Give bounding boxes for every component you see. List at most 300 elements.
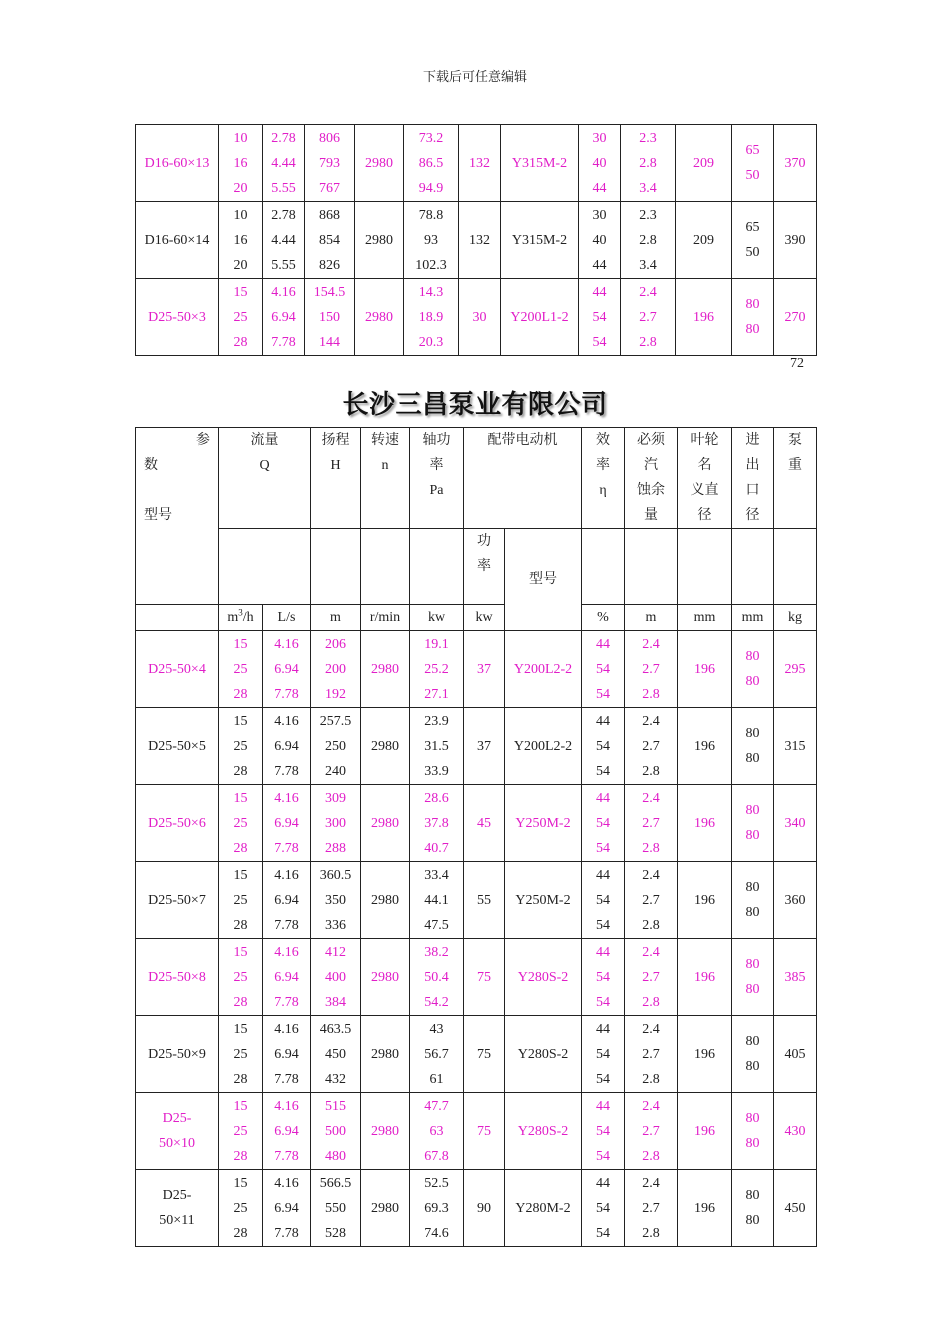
head-cell-value: 793 xyxy=(319,155,340,171)
shaft-power-subheader-spacer xyxy=(410,529,464,605)
shaft-power-cell-value: 74.6 xyxy=(424,1225,449,1241)
head-cell-value: 515 xyxy=(325,1098,346,1114)
shaft-power-cell xyxy=(410,1016,464,1093)
npsh-cell-value: 2.7 xyxy=(642,1046,660,1062)
npsh-cell xyxy=(625,785,678,862)
head-cell-value: 288 xyxy=(325,840,346,856)
npsh-label-3: 蚀余 xyxy=(637,483,665,498)
npsh-cell-value: 2.3 xyxy=(639,207,657,223)
flow-ls-cell-value: 7.78 xyxy=(274,994,299,1010)
npsh-cell xyxy=(625,1093,678,1170)
efficiency-cell-value: 54 xyxy=(596,661,610,677)
efficiency-cell xyxy=(579,279,621,356)
flow-m3h-cell-value: 25 xyxy=(233,738,248,754)
flow-m3h-cell-value: 15 xyxy=(233,713,248,729)
head-cell xyxy=(311,939,361,1016)
flow-m3h-cell xyxy=(219,862,263,939)
head-cell-value: 826 xyxy=(319,257,340,273)
speed-cell: 2980 xyxy=(361,708,410,785)
shaft-power-cell-value: 27.1 xyxy=(424,686,449,702)
head-cell xyxy=(305,202,355,279)
unit-motor-power: kw xyxy=(464,605,505,631)
efficiency-cell-value: 44 xyxy=(596,1021,610,1037)
motor-power-cell: 37 xyxy=(464,631,505,708)
impeller-header xyxy=(678,428,732,529)
efficiency-cell-value: 54 xyxy=(596,917,610,933)
flow-ls-cell-value: 4.16 xyxy=(274,944,299,960)
weight-cell: 360 xyxy=(774,862,817,939)
flow-m3h-cell-value: 28 xyxy=(233,1225,248,1241)
npsh-cell-value: 2.7 xyxy=(642,738,660,754)
weight-label-2: 重 xyxy=(788,458,802,473)
table-row xyxy=(136,785,817,862)
motor-power-cell: 90 xyxy=(464,1170,505,1247)
flow-ls-cell-value: 4.16 xyxy=(274,1098,299,1114)
model-cell-value: D25- xyxy=(162,1111,192,1126)
npsh-cell-value: 2.8 xyxy=(642,840,660,856)
motor-model-cell: Y250M-2 xyxy=(505,785,582,862)
efficiency-cell-value: 44 xyxy=(596,636,610,652)
diameter-cell-value: 80 xyxy=(745,803,760,818)
flow-ls-cell-value: 7.78 xyxy=(274,840,299,856)
flow-m3h-cell-value: 28 xyxy=(233,334,248,350)
efficiency-cell-value: 54 xyxy=(596,892,610,908)
motor-power-cell: 45 xyxy=(464,785,505,862)
speed-cell: 2980 xyxy=(361,1093,410,1170)
flow-ls-cell xyxy=(263,862,311,939)
flow-ls-cell-value: 6.94 xyxy=(274,1046,299,1062)
diameter-cell-value: 50 xyxy=(745,245,760,260)
head-cell-value: 868 xyxy=(319,207,340,223)
head-cell-value: 350 xyxy=(325,892,346,908)
shaft-power-cell-value: 67.8 xyxy=(424,1148,449,1164)
weight-subheader-spacer xyxy=(774,529,817,605)
head-cell-value: 250 xyxy=(325,738,346,754)
impeller-cell: 196 xyxy=(678,1170,732,1247)
efficiency-cell-value: 54 xyxy=(596,1200,610,1216)
weight-cell: 405 xyxy=(774,1016,817,1093)
diameter-cell-value: 80 xyxy=(745,322,760,337)
param-header-cell xyxy=(136,428,219,605)
efficiency-cell-value: 44 xyxy=(596,867,610,883)
flow-m3h-cell-value: 28 xyxy=(233,763,248,779)
flow-ls-cell-value: 4.44 xyxy=(271,232,296,248)
flow-m3h-cell xyxy=(219,708,263,785)
flow-m3h-cell-value: 15 xyxy=(233,790,248,806)
table2-body xyxy=(136,631,817,1247)
weight-cell: 315 xyxy=(774,708,817,785)
speed-cell: 2980 xyxy=(361,1170,410,1247)
pump-spec-table xyxy=(135,427,817,1247)
flow-ls-cell-value: 6.94 xyxy=(274,1200,299,1216)
npsh-cell xyxy=(625,1170,678,1247)
shaft-power-cell-value: 19.1 xyxy=(424,636,449,652)
npsh-cell-value: 2.7 xyxy=(642,1200,660,1216)
flow-ls-cell-value: 2.78 xyxy=(271,130,296,146)
flow-m3h-cell-value: 15 xyxy=(233,1021,248,1037)
head-cell-value: 412 xyxy=(325,944,346,960)
motor-model-cell: Y200L1-2 xyxy=(501,279,579,356)
diameter-cell xyxy=(732,862,774,939)
flow-ls-cell-value: 6.94 xyxy=(274,1123,299,1139)
shaft-power-cell-value: 47.5 xyxy=(424,917,449,933)
flow-ls-cell xyxy=(263,631,311,708)
diameter-cell xyxy=(732,708,774,785)
diameter-cell-value: 80 xyxy=(745,1213,760,1228)
unit-q-ls: L/s xyxy=(263,605,311,631)
shaft-power-cell-value: 14.3 xyxy=(418,284,444,300)
npsh-label-1: 必须 xyxy=(637,433,665,448)
speed-cell: 2980 xyxy=(355,279,404,356)
flow-ls-cell-value: 4.16 xyxy=(274,867,299,883)
motor-model-cell: Y280S-2 xyxy=(505,1093,582,1170)
speed-cell: 2980 xyxy=(355,202,404,279)
flow-ls-cell-value: 7.78 xyxy=(274,917,299,933)
head-cell xyxy=(311,1016,361,1093)
motor-model-cell: Y280S-2 xyxy=(505,939,582,1016)
flow-ls-cell xyxy=(263,202,305,279)
impeller-cell: 196 xyxy=(678,1016,732,1093)
efficiency-cell-value: 54 xyxy=(596,969,610,985)
flow-m3h-cell-value: 25 xyxy=(233,892,248,908)
npsh-cell-value: 2.4 xyxy=(642,636,660,652)
motor-model-cell: Y200L2-2 xyxy=(505,631,582,708)
table-row xyxy=(136,708,817,785)
npsh-cell-value: 3.4 xyxy=(639,257,657,273)
flow-ls-cell-value: 4.16 xyxy=(274,636,299,652)
npsh-cell xyxy=(625,1016,678,1093)
motor-model-cell: Y315M-2 xyxy=(501,125,579,202)
model-cell-value: D25- xyxy=(162,1188,192,1203)
npsh-label-4: 量 xyxy=(644,508,658,523)
diameter-cell-value: 80 xyxy=(745,297,760,312)
npsh-subheader-spacer xyxy=(625,529,678,605)
flow-m3h-cell-value: 15 xyxy=(233,284,248,300)
flow-m3h-cell-value: 16 xyxy=(233,155,248,171)
head-cell-value: 400 xyxy=(325,969,346,985)
diameter-cell-value: 80 xyxy=(745,751,760,766)
diameter-label-3: 口 xyxy=(745,483,760,498)
diameter-cell-value: 80 xyxy=(745,828,760,843)
efficiency-cell xyxy=(582,785,625,862)
flow-ls-cell-value: 7.78 xyxy=(274,686,299,702)
speed-cell: 2980 xyxy=(361,631,410,708)
shaft-power-cell-value: 78.8 xyxy=(418,207,444,223)
model-cell xyxy=(136,1016,219,1093)
flow-m3h-cell xyxy=(219,1016,263,1093)
motor-model-cell: Y315M-2 xyxy=(501,202,579,279)
flow-ls-cell-value: 4.16 xyxy=(274,713,299,729)
impeller-cell: 196 xyxy=(678,862,732,939)
efficiency-header xyxy=(582,428,625,529)
npsh-cell-value: 3.4 xyxy=(639,180,657,196)
shaft-power-cell-value: 33.9 xyxy=(424,763,449,779)
header-note: 下载后可任意编辑 xyxy=(422,69,527,84)
model-cell-value: D25-50×7 xyxy=(148,892,206,908)
motor-power-cell: 55 xyxy=(464,862,505,939)
shaft-power-cell-value: 20.3 xyxy=(418,334,444,350)
head-cell-value: 240 xyxy=(325,763,346,779)
weight-label-1: 泵 xyxy=(788,433,802,448)
flow-ls-cell-value: 6.94 xyxy=(274,661,299,677)
flow-ls-cell-value: 7.78 xyxy=(274,1071,299,1087)
model-cell-value: D25-50×6 xyxy=(148,815,206,831)
npsh-label-2: 汽 xyxy=(644,458,658,473)
flow-ls-cell xyxy=(263,785,311,862)
flow-ls-cell-value: 5.55 xyxy=(271,180,296,196)
model-cell xyxy=(136,939,219,1016)
efficiency-cell-value: 44 xyxy=(596,713,610,729)
efficiency-cell xyxy=(582,1093,625,1170)
shaft-power-cell-value: 56.7 xyxy=(424,1046,449,1062)
flow-ls-cell-value: 7.78 xyxy=(274,1225,299,1241)
model-cell-value: 50×11 xyxy=(159,1213,195,1228)
flow-m3h-cell xyxy=(219,279,263,356)
model-cell xyxy=(136,862,219,939)
head-cell-value: 500 xyxy=(325,1123,346,1139)
model-cell: D25-50×3 xyxy=(136,279,219,356)
flow-ls-cell-value: 7.78 xyxy=(274,763,299,779)
unit-npsh: m xyxy=(625,605,678,631)
shaft-power-cell-value: 43 xyxy=(429,1021,444,1037)
efficiency-cell-value: 54 xyxy=(596,686,610,702)
unit-shaft-power: kw xyxy=(410,605,464,631)
motor-power-label-2: 率 xyxy=(477,559,491,574)
efficiency-subheader-spacer xyxy=(582,529,625,605)
unit-speed: r/min xyxy=(361,605,410,631)
head-cell-value: 528 xyxy=(325,1225,346,1241)
flow-m3h-cell-value: 10 xyxy=(233,207,248,223)
efficiency-cell-value: 54 xyxy=(596,1123,610,1139)
diameter-cell xyxy=(732,202,774,279)
npsh-cell-value: 2.8 xyxy=(639,155,657,171)
motor-power-cell: 75 xyxy=(464,1093,505,1170)
shaft-power-label-1: 轴功 xyxy=(422,433,451,448)
efficiency-cell-value: 30 xyxy=(592,130,607,146)
motor-model-cell: Y280M-2 xyxy=(505,1170,582,1247)
flow-m3h-cell xyxy=(219,785,263,862)
diameter-cell xyxy=(732,1170,774,1247)
table1-body xyxy=(136,125,817,356)
flow-ls-cell-value: 4.44 xyxy=(271,155,296,171)
flow-ls-cell-value: 6.94 xyxy=(274,738,299,754)
efficiency-cell-value: 54 xyxy=(596,1225,610,1241)
head-cell-value: 336 xyxy=(325,917,346,933)
motor-model-cell: Y200L2-2 xyxy=(505,708,582,785)
model-unit-spacer xyxy=(136,605,219,631)
company-title: 长沙三昌泵业有限公司 xyxy=(342,390,608,420)
speed-label: 转速 xyxy=(371,433,399,448)
table-row xyxy=(136,1093,817,1170)
npsh-cell-value: 2.4 xyxy=(642,1098,660,1114)
npsh-cell-value: 2.7 xyxy=(642,815,660,831)
flow-m3h-cell xyxy=(219,125,263,202)
npsh-cell-value: 2.8 xyxy=(642,1225,660,1241)
efficiency-cell-value: 54 xyxy=(596,840,610,856)
npsh-cell-value: 2.7 xyxy=(642,1123,660,1139)
shaft-power-cell-value: 18.9 xyxy=(418,309,444,325)
diameter-cell-value: 65 xyxy=(745,143,760,158)
flow-ls-cell xyxy=(263,1016,311,1093)
efficiency-cell-value: 54 xyxy=(596,994,610,1010)
head-symbol: H xyxy=(330,458,341,473)
efficiency-symbol: η xyxy=(599,483,607,498)
efficiency-cell-value: 54 xyxy=(596,763,610,779)
shaft-power-cell-value: 47.7 xyxy=(424,1098,449,1114)
efficiency-cell-value: 40 xyxy=(592,232,607,248)
shaft-power-cell-value: 93 xyxy=(424,232,438,248)
model-cell-value: 50×10 xyxy=(159,1136,195,1151)
diameter-cell-value: 80 xyxy=(745,726,760,741)
speed-cell: 2980 xyxy=(361,785,410,862)
npsh-cell-value: 2.8 xyxy=(639,232,657,248)
motor-power-cell: 75 xyxy=(464,1016,505,1093)
npsh-cell-value: 2.8 xyxy=(639,334,657,350)
head-cell-value: 300 xyxy=(325,815,346,831)
npsh-cell-value: 2.7 xyxy=(642,661,660,677)
head-cell-value: 192 xyxy=(325,686,346,702)
shaft-power-cell-value: 23.9 xyxy=(424,713,449,729)
head-cell-value: 206 xyxy=(325,636,346,652)
head-header xyxy=(311,428,361,529)
diameter-cell xyxy=(732,279,774,356)
flow-m3h-cell-value: 25 xyxy=(233,969,248,985)
npsh-cell-value: 2.8 xyxy=(642,1071,660,1087)
flow-m3h-cell xyxy=(219,1093,263,1170)
table-row xyxy=(136,1170,817,1247)
speed-subheader-spacer xyxy=(361,529,410,605)
flow-ls-cell xyxy=(263,939,311,1016)
speed-symbol: n xyxy=(381,458,389,473)
flow-m3h-cell xyxy=(219,202,263,279)
motor-power-cell: 132 xyxy=(459,202,501,279)
speed-cell: 2980 xyxy=(361,939,410,1016)
flow-m3h-cell-value: 16 xyxy=(233,232,248,248)
head-cell-value: 767 xyxy=(319,180,340,196)
head-cell xyxy=(305,279,355,356)
head-cell-value: 384 xyxy=(325,994,346,1010)
impeller-cell: 209 xyxy=(676,202,732,279)
motor-model-cell: Y280S-2 xyxy=(505,1016,582,1093)
diameter-cell-value: 80 xyxy=(745,905,760,920)
table-row xyxy=(136,125,817,202)
model-cell-value: D25-50×4 xyxy=(148,661,206,677)
shaft-power-cell xyxy=(404,279,459,356)
npsh-cell-value: 2.4 xyxy=(642,944,660,960)
diameter-cell xyxy=(732,125,774,202)
diameter-cell-value: 80 xyxy=(745,1059,760,1074)
unit-efficiency: % xyxy=(582,605,625,631)
impeller-label-4: 径 xyxy=(697,508,712,523)
head-cell-value: 566.5 xyxy=(319,1175,352,1191)
shaft-power-cell-value: 94.9 xyxy=(418,180,444,196)
head-subheader-spacer xyxy=(311,529,361,605)
npsh-cell xyxy=(621,125,676,202)
flow-m3h-cell-value: 28 xyxy=(233,917,248,933)
flow-m3h-cell-value: 25 xyxy=(233,1200,248,1216)
impeller-cell: 196 xyxy=(678,785,732,862)
diameter-subheader-spacer xyxy=(732,529,774,605)
flow-m3h-cell-value: 25 xyxy=(233,309,248,325)
diameter-label-1: 进 xyxy=(745,433,760,448)
flow-m3h-cell-value: 25 xyxy=(233,815,248,831)
unit-impeller: mm xyxy=(678,605,732,631)
head-cell-value: 806 xyxy=(319,130,340,146)
efficiency-cell xyxy=(582,862,625,939)
flow-m3h-cell xyxy=(219,631,263,708)
shaft-power-cell-value: 52.5 xyxy=(424,1175,449,1191)
shaft-power-cell-value: 40.7 xyxy=(424,840,449,856)
page-number: 72 xyxy=(790,356,804,371)
flow-m3h-cell-value: 15 xyxy=(233,1098,248,1114)
flow-ls-cell-value: 4.16 xyxy=(274,790,299,806)
npsh-cell-value: 2.4 xyxy=(642,713,660,729)
model-cell: D16-60×14 xyxy=(136,202,219,279)
flow-m3h-cell-value: 20 xyxy=(233,257,248,273)
weight-header xyxy=(774,428,817,529)
head-cell xyxy=(311,785,361,862)
efficiency-label-1: 效 xyxy=(596,433,610,448)
npsh-cell-value: 2.4 xyxy=(642,1021,660,1037)
shaft-power-cell-value: 69.3 xyxy=(424,1200,449,1216)
npsh-cell-value: 2.8 xyxy=(642,686,660,702)
head-cell-value: 463.5 xyxy=(319,1021,352,1037)
flow-ls-cell xyxy=(263,279,305,356)
weight-cell: 340 xyxy=(774,785,817,862)
npsh-cell-value: 2.4 xyxy=(642,1175,660,1191)
head-cell-value: 154.5 xyxy=(313,284,346,300)
impeller-label-3: 义直 xyxy=(690,483,719,498)
units-row xyxy=(136,605,817,631)
speed-cell: 2980 xyxy=(361,862,410,939)
flow-m3h-cell-value: 15 xyxy=(233,636,248,652)
efficiency-cell-value: 44 xyxy=(596,790,610,806)
param-label-2: 数 xyxy=(144,458,158,473)
efficiency-cell xyxy=(582,708,625,785)
model-cell xyxy=(136,631,219,708)
head-cell xyxy=(311,862,361,939)
flow-ls-cell-value: 6.94 xyxy=(274,815,299,831)
diameter-cell-value: 80 xyxy=(745,880,760,895)
efficiency-cell-value: 54 xyxy=(592,334,607,350)
flow-ls-cell xyxy=(263,125,305,202)
motor-power-cell: 37 xyxy=(464,708,505,785)
diameter-cell xyxy=(732,631,774,708)
unit-diameter: mm xyxy=(732,605,774,631)
model-cell-value: D25-50×9 xyxy=(148,1046,206,1062)
motor-power-cell: 132 xyxy=(459,125,501,202)
impeller-cell: 209 xyxy=(676,125,732,202)
shaft-power-cell-value: 37.8 xyxy=(424,815,449,831)
shaft-power-cell xyxy=(410,1093,464,1170)
npsh-cell-value: 2.7 xyxy=(642,892,660,908)
shaft-power-cell xyxy=(404,125,459,202)
head-cell-value: 144 xyxy=(319,334,340,350)
diameter-cell-value: 80 xyxy=(745,1034,760,1049)
diameter-label-4: 径 xyxy=(745,508,760,523)
motor-power-cell: 75 xyxy=(464,939,505,1016)
motor-power-cell: 30 xyxy=(459,279,501,356)
model-cell-value: D25-50×5 xyxy=(148,738,206,754)
head-cell xyxy=(311,631,361,708)
head-cell-value: 550 xyxy=(325,1200,346,1216)
motor-model-header: 型号 xyxy=(505,529,582,631)
efficiency-cell-value: 44 xyxy=(592,284,607,300)
flow-label: 流量 xyxy=(250,433,279,448)
efficiency-cell-value: 30 xyxy=(592,207,607,223)
table-row xyxy=(136,279,817,356)
weight-cell: 390 xyxy=(774,202,817,279)
